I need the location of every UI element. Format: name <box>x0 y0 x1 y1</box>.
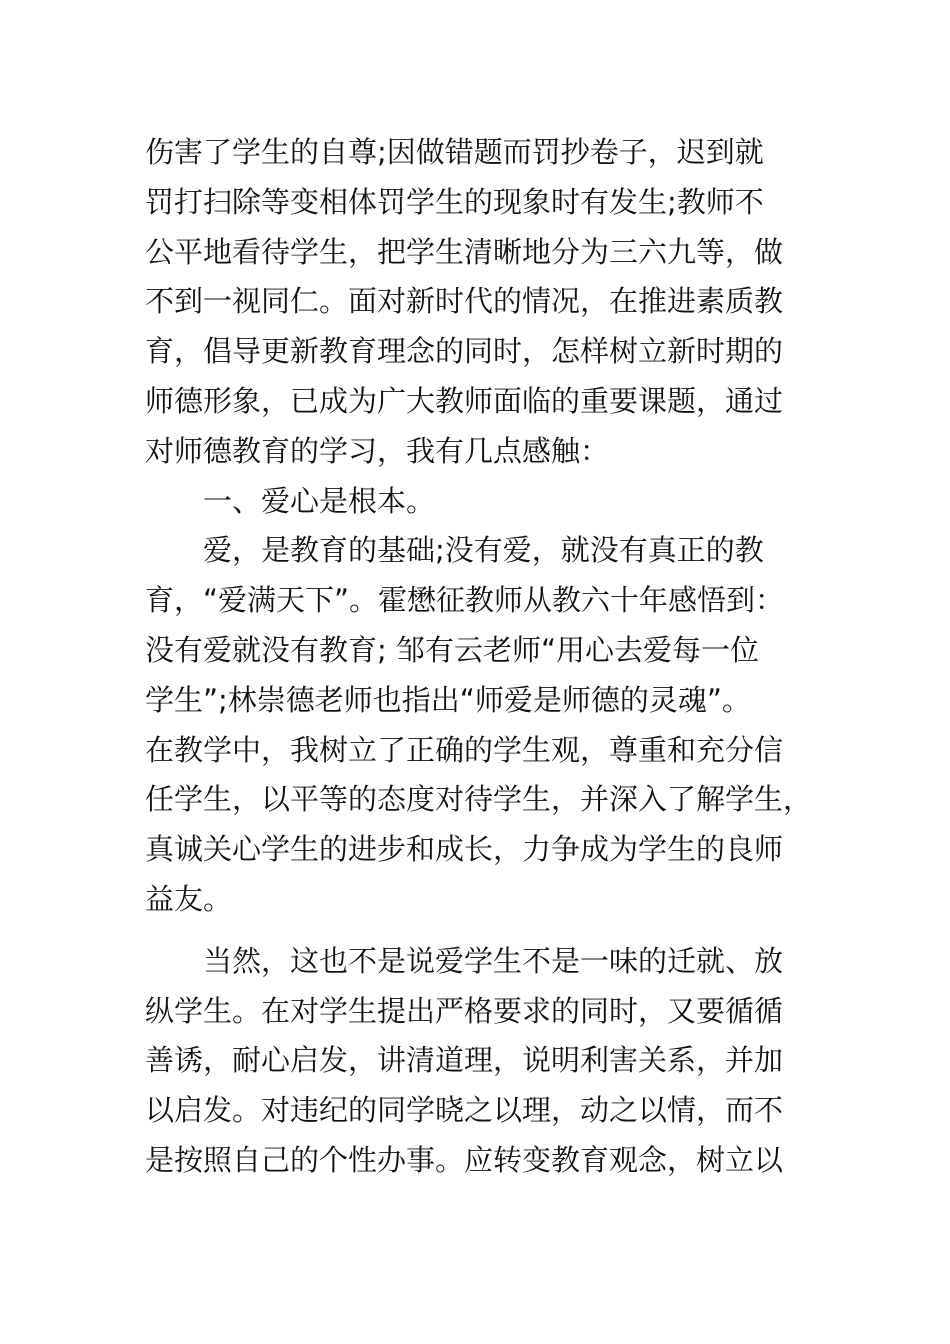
text-line: 没有爱就没有教育; 邹有云老师“用心去爱每一位 <box>145 632 760 667</box>
paragraph-gap <box>145 925 805 937</box>
text-line: 任学生，以平等的态度对待学生，并深入了解学生， <box>145 782 813 817</box>
text-line: 学生”;林崇德老师也指出“师爱是师德的灵魂”。 <box>145 682 751 717</box>
text-line: 善诱，耐心启发，讲清道理，说明利害关系，并加 <box>145 1043 784 1078</box>
text-line: 伤害了学生的自尊;因做错题而罚抄卷子，迟到就 <box>145 135 764 169</box>
text-line: 育，倡导更新教育理念的同时，怎样树立新时期的 <box>145 334 784 369</box>
text-line: 当然，这也不是说爱学生不是一味的迁就、放 <box>145 943 784 978</box>
section-heading: 一、爱心是根本。 <box>145 483 436 518</box>
text-line: 公平地看待学生，把学生清晰地分为三六九等，做 <box>145 234 784 269</box>
text-line: 是按照自己的个性办事。应转变教育观念，树立以 <box>145 1142 784 1177</box>
text-line: 纵学生。在对学生提出严格要求的同时，又要循循 <box>145 993 784 1028</box>
text-line: 师德形象，已成为广大教师面临的重要课题，通过 <box>145 383 784 418</box>
text-line: 以启发。对违纪的同学晓之以理，动之以情，而不 <box>145 1093 784 1128</box>
text-line: 在教学中，我树立了正确的学生观，尊重和充分信 <box>145 732 784 767</box>
text-line: 益友。 <box>145 881 233 916</box>
text-line: 不到一视同仁。面对新时代的情况，在推进素质教 <box>145 284 784 319</box>
text-line: 育，“爱满天下”。霍懋征教师从教六十年感悟到： <box>145 583 785 618</box>
text-line: 对师德教育的学习，我有几点感触： <box>145 433 610 468</box>
text-line: 真诚关心学生的进步和成长，力争成为学生的良师 <box>145 832 784 867</box>
text-line: 罚打扫除等变相体罚学生的现象时有发生;教师不 <box>145 184 764 219</box>
text-line: 爱，是教育的基础;没有爱，就没有真正的教 <box>145 533 764 568</box>
body-text <box>145 128 813 1186</box>
